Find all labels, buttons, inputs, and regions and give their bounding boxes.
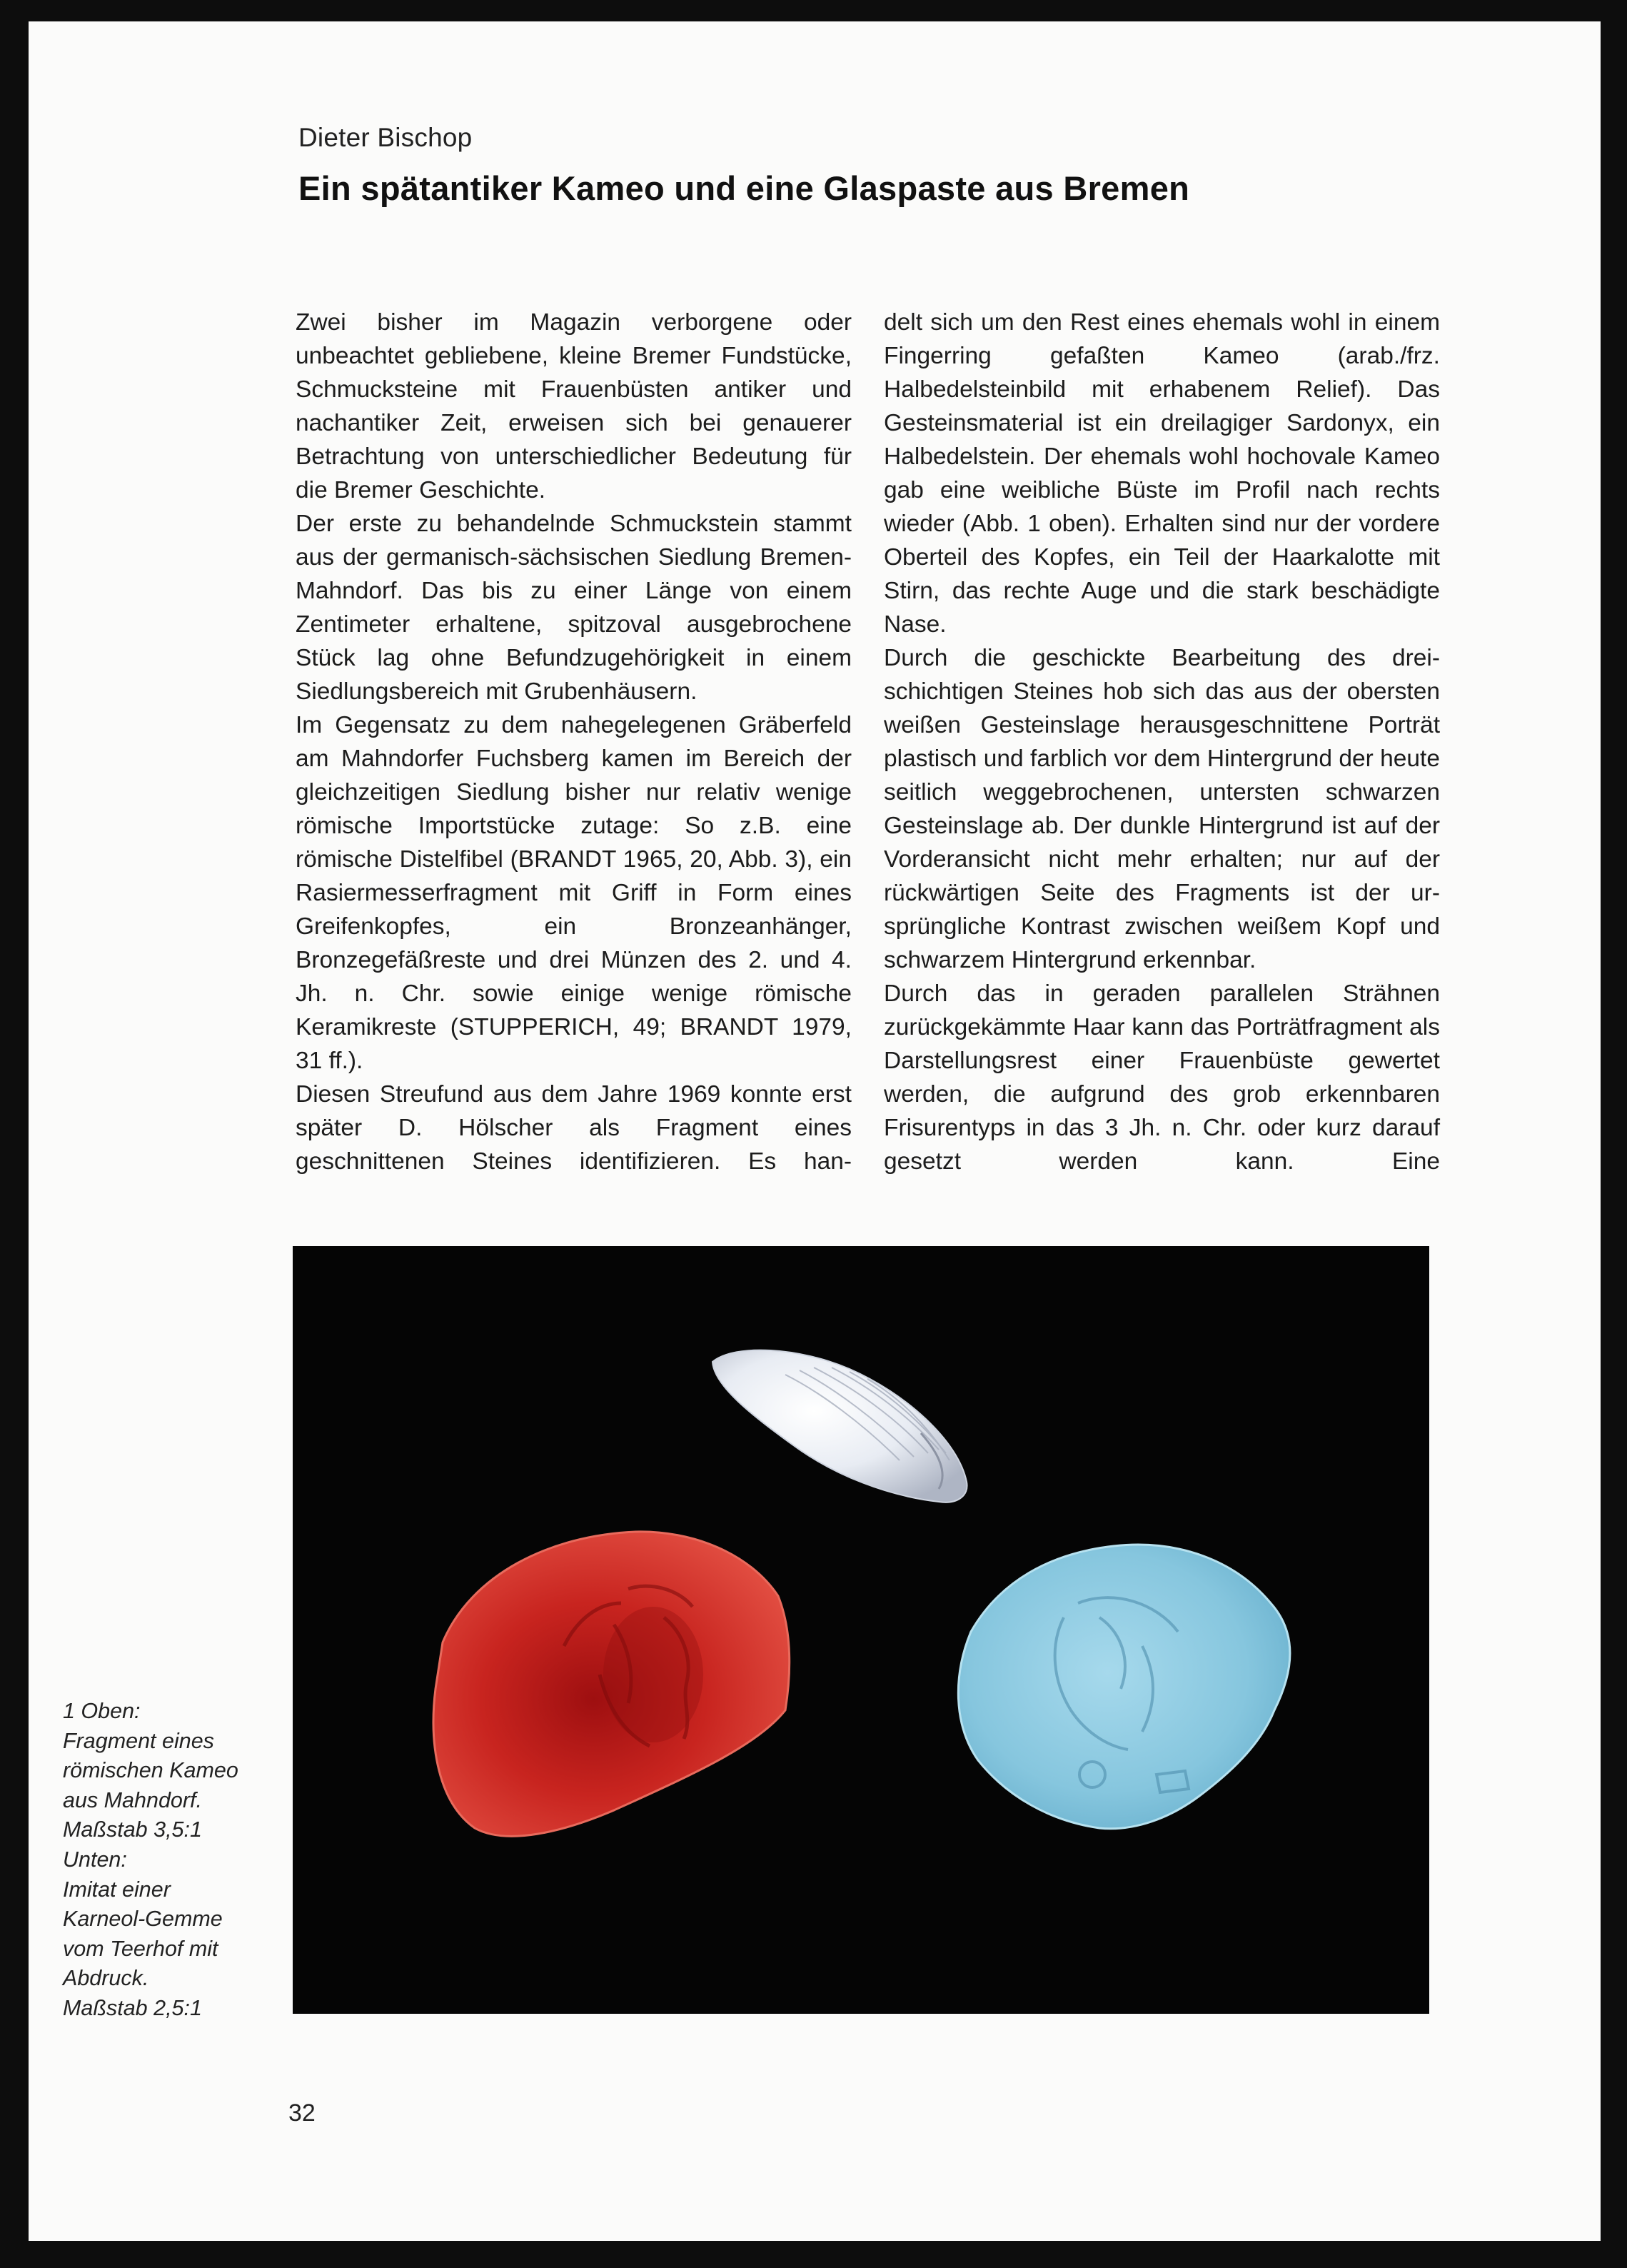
right-text-column	[884, 306, 1440, 1178]
left-text-column	[296, 306, 852, 1178]
blue-glass-paste	[958, 1545, 1290, 1829]
paragraph: Zwei bisher im Magazin verborgene oder unbeachtet gebliebene, kleine Bremer Fundstücke, Schmucksteine mit Frauenbüsten antiker und nachantiker Zeit, erweisen sich bei genauerer Betrachtung von unterschiedlicher Bedeutung für die Bremer Geschichte.	[296, 309, 852, 503]
caption-line: Karneol-Gemme	[63, 1907, 223, 1932]
cameo-fragment	[712, 1350, 967, 1502]
caption-line: Maßstab 3,5:1	[63, 1817, 202, 1842]
paragraph: delt sich um den Rest eines ehemals wohl in einem Fingerring gefaßten Kameo (arab./frz. Halbedelsteinbild mit erhabenem Relief). Das Gesteinsmaterial ist ein dreilagiger Sardonyx, ein Halbedelstein. Der ehemals wohl hochovale Kameo gab eine weibliche Büste im Profil nach rechts wieder (Abb. 1 oben). Erhalten sind nur der vordere Oberteil des Kopfes, ein Teil der Haarkalotte mit Stirn, das rechte Auge und die stark beschädigte Nase.	[884, 309, 1440, 638]
caption-line: aus Mahndorf.	[63, 1787, 202, 1812]
page	[29, 21, 1601, 2241]
caption-line: vom Teerhof mit	[63, 1936, 218, 1961]
paragraph: Durch das in geraden parallelen Strähnen zurückgekämmte Haar kann das Porträtfragment als Darstellungsrest einer Frauenbüste gewertet werden, die aufgrund des grob erkennbaren Frisurentyps in das 3 Jh. n. Chr. oder kurz darauf gesetzt werden kann. Eine	[884, 980, 1440, 1175]
caption-line: 1 Oben:	[63, 1699, 141, 1723]
figure-photo	[293, 1246, 1429, 2014]
caption-line: Unten:	[63, 1847, 127, 1872]
photo-figure	[293, 1246, 1429, 2014]
caption-line: römischen Kameo	[63, 1758, 238, 1783]
paragraph: Im Gegensatz zu dem nahegelegenen Gräberfeld am Mahndorfer Fuchsberg kamen im Bereich der gleichzeitigen Siedlung bisher nur relativ wenige römische Importstücke zutage: So z.B. eine römische Distelfibel (BRANDT 1965, 20, Abb. 3), ein Rasiermesserfragment mit Griff in Form eines Greifenkopfes, ein Bronzeanhänger, Bronzegefäßreste und drei Münzen des 2. und 4. Jh. n. Chr. sowie einige wenige römische Keramikreste (STUPPERICH, 49; BRANDT 1979, 31 ff.).	[296, 712, 852, 1074]
page-number: 32	[288, 2099, 316, 2127]
figure-caption	[63, 1697, 277, 2024]
caption-line: Abdruck.	[63, 1966, 149, 1991]
paragraph: Der erste zu behandelnde Schmuckstein stammt aus der germanisch-sächsischen Siedlung Bremen-Mahndorf. Das bis zu einer Länge von einem Zentimeter erhaltene, spitzoval ausgebrochene Stück lag ohne Befundzugehörigkeit in einem Siedlungsbereich mit Grubenhäusern.	[296, 511, 852, 705]
paragraph: Durch die geschickte Bearbeitung des dreischichtigen Steines hob sich das aus der obersten weißen Gesteinslage herausgeschnittene Porträt plastisch und farblich vor dem Hintergrund der heute seitlich weggebrochenen, untersten schwarzen Gesteinslage ab. Der dunkle Hintergrund ist auf der Vorderansicht nicht mehr erhalten; nur auf der rückwärtigen Seite des Fragments ist der ursprüngliche Kontrast zwischen weißem Kopf und schwarzem Hintergrund erkennbar.	[884, 645, 1440, 973]
article-title: Ein spätantiker Kameo und eine Glaspaste aus Bremen	[298, 169, 1190, 207]
carnelian-gem	[433, 1532, 790, 1836]
caption-line: Fragment eines	[63, 1728, 214, 1753]
author-name: Dieter Bischop	[298, 123, 473, 152]
paragraph: Diesen Streufund aus dem Jahre 1969 konnte erst später D. Hölscher als Fragment eines geschnittenen Steines identifizieren. Es han-	[296, 1081, 852, 1175]
caption-line: Imitat einer	[63, 1877, 171, 1902]
caption-line: Maßstab 2,5:1	[63, 1995, 202, 2020]
